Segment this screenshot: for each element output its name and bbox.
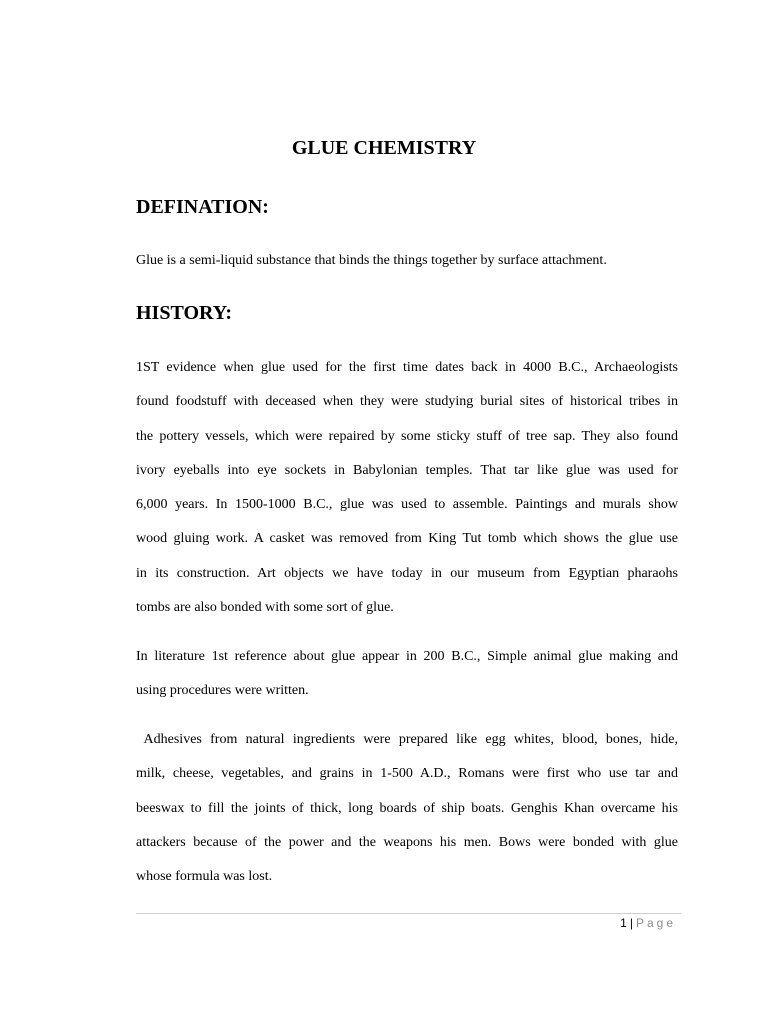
footer-separator: | <box>629 916 633 930</box>
paragraph-definition <box>136 245 678 279</box>
page-footer <box>620 915 676 931</box>
paragraph-line: Glue is a semi-liquid substance that binds the things together by surface attachment. <box>136 253 607 268</box>
section-heading-definition: DEFINATION: <box>136 196 269 218</box>
paragraph-line: In literature 1st reference about glue appear in 200 B.C., Simple animal glue making and <box>136 649 678 664</box>
paragraph-line: Adhesives from natural ingredients were prepared like egg whites, blood, bones, hide, <box>136 732 678 747</box>
paragraph-line: found foodstuff with deceased when they were studying burial sites of historical tribes in <box>136 394 678 410</box>
paragraph-line: the pottery vessels, which were repaired by some sticky stuff of tree sap. They also found <box>136 428 678 444</box>
document-title: GLUE CHEMISTRY <box>291 137 477 159</box>
paragraph-line: wood gluing work. A casket was removed from King Tut tomb which shows the glue use <box>136 531 678 547</box>
paragraph-line: 6,000 years. In 1500-1000 B.C., glue was used to assemble. Paintings and murals show <box>136 497 678 513</box>
footer-divider <box>136 913 681 914</box>
paragraph-line: attackers because of the power and the weapons his men. Bows were bonded with glue <box>136 834 678 850</box>
paragraph-line: using procedures were written. <box>136 683 309 699</box>
paragraph-history-1 <box>136 351 678 625</box>
page-number: 1 <box>620 916 627 930</box>
paragraph-line: in its construction. Art objects we have today in our museum from Egyptian pharaohs <box>136 565 678 581</box>
paragraph-line: milk, cheese, vegetables, and grains in 1-500 A.D., Romans were first who use tar and <box>136 766 678 782</box>
paragraph-line: whose formula was lost. <box>136 869 273 885</box>
paragraph-line: beeswax to fill the joints of thick, long boards of ship boats. Genghis Khan overcame his <box>136 800 678 816</box>
section-heading-history: HISTORY: <box>136 302 233 324</box>
page-label: Page <box>635 916 676 930</box>
paragraph-line: 1ST evidence when glue used for the first time dates back in 4000 B.C., Archaeologists <box>136 360 678 375</box>
paragraph-line: tombs are also bonded with some sort of glue. <box>136 600 394 616</box>
paragraph-history-3 <box>136 723 678 894</box>
paragraph-history-2 <box>136 640 678 709</box>
paragraph-line: ivory eyeballs into eye sockets in Babylonian temples. That tar like glue was used for <box>136 462 678 478</box>
